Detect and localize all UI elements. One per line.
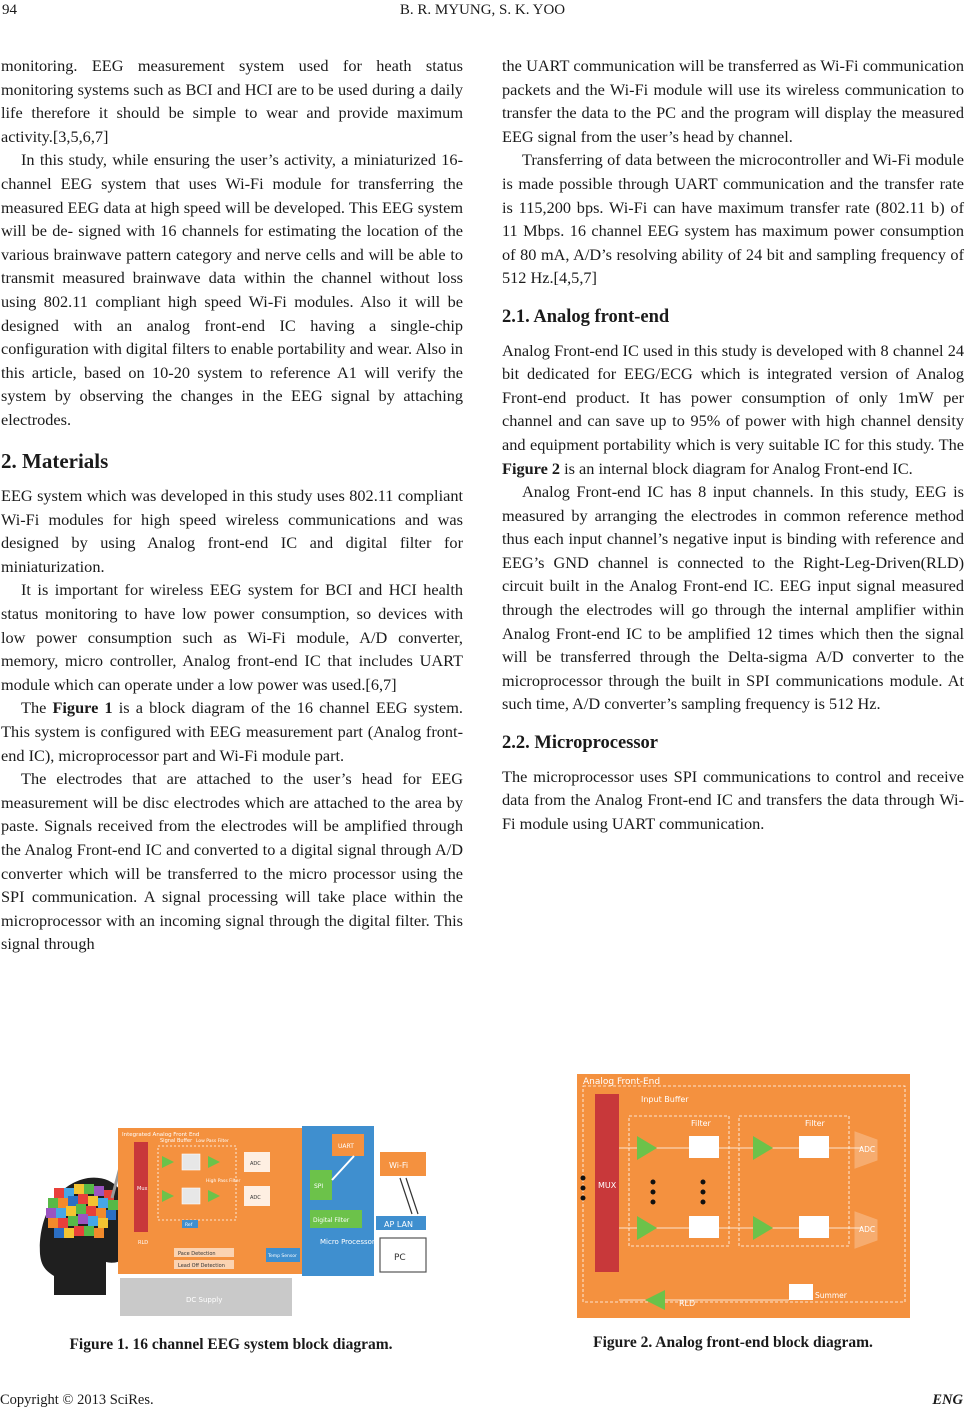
paragraph: The electrodes that are attached to the user’s head for EEG measurement will be disc electrodes which are attached to the area by paste. Signals received from the electrodes will be amplified through the Analog Front-end IC and converted to a digital signal through A/D converter which will be transferred to the micro processor using the SPI communication. A signal processing will take place within the microprocessor with an incoming signal through the digital filter. This signal through bbox=[1, 769, 463, 954]
page-number: 94 bbox=[2, 2, 17, 18]
input-label: -In1 bbox=[557, 1100, 572, 1109]
text-run: Analog Front-end IC used in this study is developed with 8 channel 24 bit dedicated for EEG/ECG which is integrated version of Analog Front-end product. It has power consumption of only 1mW per channel and can save up to 95% of power with high channel density and equipment portability which is very suitable IC for this study. The bbox=[502, 340, 964, 454]
input-label: -In1 bbox=[557, 1136, 572, 1145]
paragraph: It is important for wireless EEG system for BCI and HCI health status monitoring to have low power consumption, so devices with low power consumption such as Wi-Fi module, A/D converter, memory, micro controller, Analog front-end IC that includes UART module which can operate under a low power was used.[6,7] bbox=[1, 580, 463, 694]
mux-label: Mux bbox=[137, 1186, 148, 1192]
left-column bbox=[1, 54, 463, 956]
adc-label-1: ADC bbox=[250, 1161, 261, 1167]
filter-label-2: Filter bbox=[805, 1119, 825, 1128]
running-head: B. R. MYUNG, S. K. YOO bbox=[399, 2, 566, 18]
input-label: +In1 bbox=[557, 1127, 576, 1136]
mux-label: MUX bbox=[598, 1181, 617, 1190]
pace-detection-label: Pace Detection bbox=[178, 1251, 216, 1257]
wifi-label: Wi-Fi bbox=[389, 1161, 409, 1170]
input-label: +In8 bbox=[557, 1251, 576, 1260]
lead-off-label: Lead Off Detection bbox=[178, 1263, 225, 1269]
figure-2-diagram bbox=[553, 1072, 915, 1322]
copyright-text: Copyright © 2013 SciRes. bbox=[0, 1392, 154, 1408]
dc-supply-label: DC Supply bbox=[186, 1296, 223, 1304]
subsection-heading: 2.1. Analog front-end bbox=[502, 306, 670, 327]
right-column bbox=[502, 54, 964, 835]
paragraph bbox=[502, 339, 964, 481]
figure-1-caption: Figure 1. 16 channel EEG system block diagram. bbox=[69, 1336, 393, 1353]
digital-filter-label: Digital Filter bbox=[313, 1217, 350, 1224]
micro-label: Micro Processor bbox=[320, 1238, 375, 1246]
page-header bbox=[0, 0, 965, 28]
subsection-heading: 2.2. Microprocessor bbox=[502, 733, 659, 754]
figure-2-caption: Figure 2. Analog front-end block diagram. bbox=[593, 1334, 873, 1351]
text-run: The bbox=[21, 698, 53, 718]
signal-buffer-label: Signal Buffer bbox=[160, 1138, 193, 1144]
figure-reference[interactable]: Figure 2 bbox=[502, 458, 561, 478]
low-pass-label: Low Pass Filter bbox=[196, 1139, 229, 1144]
journal-name: ENG bbox=[932, 1392, 963, 1408]
paragraph: the UART communication will be transferred as Wi-Fi communication packets and the Wi-Fi module will use its wireless communication to transfer the data to the PC and the program will display the measured EEG signal from the user’s head by channel. bbox=[502, 56, 964, 146]
figure-reference[interactable]: Figure 1 bbox=[52, 698, 113, 718]
input-label: +In2 bbox=[557, 1109, 576, 1118]
paragraph: Transferring of data between the microcontroller and Wi-Fi module is made possible through UART communication and the transfer rate is 115,200 bps. Wi-Fi can have maximum transfer rate (802.11 b) of 11 Mbps. 16 channel EEG system has maximum power consumption of 80 mA, A/D’s resolving ability of 24 bit and sampling frequency of 512 Hz.[4,5,7] bbox=[502, 150, 964, 288]
text-run: is a block diagram of the 16 channel EEG system. This system is configured with EEG measurement part (Analog front-end IC), microprocessor part and Wi-Fi module part. bbox=[1, 698, 463, 765]
ap-lan-label: AP LAN bbox=[384, 1220, 413, 1229]
paragraph bbox=[1, 696, 463, 767]
rld-label: RLD bbox=[138, 1240, 149, 1246]
figure-2-title: Analog Front-End bbox=[583, 1077, 661, 1087]
input-label: +In1 bbox=[557, 1091, 576, 1100]
paragraph: Analog Front-end IC has 8 input channels. In this study, EEG is measured by arranging the electrodes in common reference method thus each input channel’s negative input is binding with reference and EEG’s GND channel is connected to the Right-Leg-Driven(RLD) circuit built in the Analog Front-end IC. EEG input signal measured through the electrodes will go through the internal amplifier within Analog Front-end IC to be amplified 12 times which then the signal will be transferred through the Delta-sigma A/D converter to the microprocessor through the built in SPI communications module. At such time, A/D converter’s sampling frequency is 512 Hz. bbox=[502, 482, 964, 714]
input-label: -In3 bbox=[557, 1118, 572, 1127]
adc-label-top: ADC bbox=[859, 1145, 876, 1154]
input-label: -In8 bbox=[557, 1260, 572, 1269]
paragraph: monitoring. EEG measurement system used for heath status monitoring systems such as BCI and HCI are to be used during a daily life therefore it should be simple to wear and provide maximum activity.[3,5,6,7] bbox=[1, 56, 463, 146]
summer-label: Summer bbox=[815, 1291, 847, 1300]
spi-label: SPI bbox=[314, 1183, 324, 1190]
text-run: is an internal block diagram for Analog Front-end IC. bbox=[560, 458, 913, 478]
section-heading: 2. Materials bbox=[1, 448, 109, 473]
filter-label-1: Filter bbox=[691, 1119, 711, 1128]
afe-title: Integrated Analog Front End bbox=[122, 1132, 200, 1138]
paragraph: EEG system which was developed in this study uses 802.11 compliant Wi-Fi modules for high speed wireless communications and was designed by using Analog front-end IC and digital filter for miniaturization. bbox=[1, 486, 463, 576]
temp-sensor-label: Temp Sensor bbox=[268, 1254, 297, 1259]
adc-label-2: ADC bbox=[250, 1195, 261, 1201]
paragraph: In this study, while ensuring the user’s activity, a miniaturized 16-channel EEG system that uses Wi-Fi module for transferring the measured EEG data at high speed will be developed. This EEG system will be de- signed with 16 channels for estimating the location of the various brainwave pattern category and nerve cells and will be able to transmit measured brainwave data within the channel without loss using 802.11 compliant high speed Wi-Fi modules. Also it will be designed with an analog front-end IC having a single-chip configuration with digital filters to enable portability and wear. Also in this article, based on 10-20 system to reference A1 will verify the system by observing the changes in the EEG signal by attaching electrodes. bbox=[1, 150, 463, 429]
pc-label: PC bbox=[394, 1253, 406, 1263]
afe-block bbox=[577, 1074, 910, 1318]
adc-label-bottom: ADC bbox=[859, 1225, 876, 1234]
input-buffer-label: Input Buffer bbox=[641, 1095, 689, 1104]
input-label: +In7 bbox=[557, 1225, 576, 1234]
input-label: -In7 bbox=[557, 1234, 572, 1243]
high-pass-label: High Pass Filter bbox=[206, 1179, 241, 1184]
uart-label: UART bbox=[338, 1143, 354, 1150]
figure-1-diagram bbox=[34, 1120, 434, 1320]
ref-label: Ref bbox=[185, 1223, 193, 1228]
rld-label: RLD bbox=[679, 1299, 696, 1308]
paragraph: The microprocessor uses SPI communications to control and receive data from the Analog Front-end IC and transfers the data through Wi-Fi module using UART communication. bbox=[502, 766, 964, 833]
